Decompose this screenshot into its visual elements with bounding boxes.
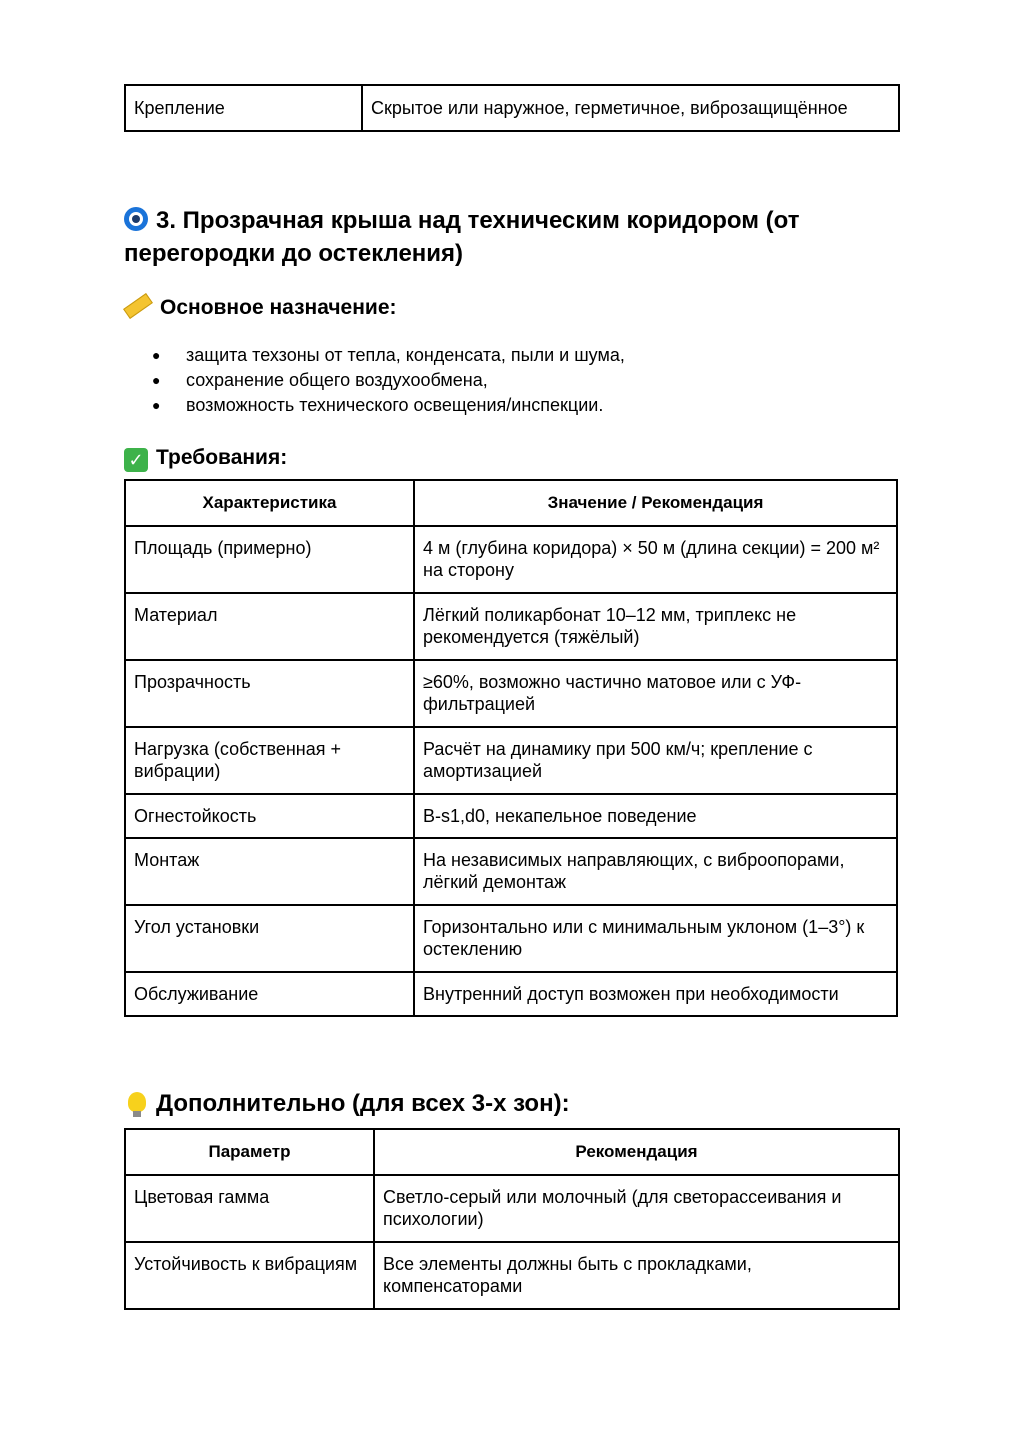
- table-cell: На независимых направляющих, с виброопорами, лёгкий демонтаж: [414, 838, 897, 905]
- table-cell: 4 м (глубина коридора) × 50 м (длина секции) = 200 м² на сторону: [414, 526, 897, 593]
- list-item-text: возможность технического освещения/инспекции.: [186, 395, 604, 415]
- table-row: [125, 905, 897, 972]
- table-cell: Устойчивость к вибрациям: [125, 1242, 374, 1309]
- bullet-icon: ●: [152, 347, 161, 363]
- table-cell: Внутренний доступ возможен при необходимости: [414, 972, 897, 1016]
- extra-heading: [124, 1090, 570, 1118]
- table-row: [125, 1242, 899, 1309]
- nazar-eye-icon: [124, 207, 148, 231]
- section-title-text: 3. Прозрачная крыша над техническим коридором (от перегородки до остекления): [124, 207, 800, 267]
- list-item-text: защита техзоны от тепла, конденсата, пыли и шума,: [186, 345, 625, 365]
- list-item: [150, 368, 625, 393]
- table-cell: Лёгкий поликарбонат 10–12 мм, триплекс не рекомендуется (тяжёлый): [414, 593, 897, 660]
- table-cell: Монтаж: [125, 838, 414, 905]
- table-row: [125, 727, 897, 794]
- table-row: [125, 1175, 899, 1242]
- table-row: [125, 838, 897, 905]
- table-cell: Материал: [125, 593, 414, 660]
- requirements-table: [124, 479, 898, 1017]
- table-row: [125, 526, 897, 593]
- table-cell: Угол установки: [125, 905, 414, 972]
- table-cell: Огнестойкость: [125, 794, 414, 838]
- table-cell: B-s1,d0, некапельное поведение: [414, 794, 897, 838]
- bullet-icon: ●: [152, 397, 161, 413]
- purpose-list: [150, 343, 625, 418]
- ruler-icon: [123, 293, 153, 319]
- table-row: [125, 972, 897, 1016]
- list-item: [150, 343, 625, 368]
- table-cell: Прозрачность: [125, 660, 414, 727]
- requirements-heading: [124, 444, 287, 472]
- table-cell: Горизонтально или с минимальным уклоном (1–3°) к остеклению: [414, 905, 897, 972]
- table-cell: Все элементы должны быть с прокладками, компенсаторами: [374, 1242, 899, 1309]
- list-item-text: сохранение общего воздухообмена,: [186, 370, 488, 390]
- table-cell: ≥60%, возможно частично матовое или с УФ-фильтрацией: [414, 660, 897, 727]
- table-row: [125, 794, 897, 838]
- table-cell: Площадь (примерно): [125, 526, 414, 593]
- table-cell: Скрытое или наружное, герметичное, виброзащищённое: [362, 85, 899, 131]
- bullet-icon: ●: [152, 372, 161, 388]
- table-row: [125, 85, 899, 131]
- requirements-heading-text: Требования:: [156, 446, 288, 469]
- column-header: Характеристика: [125, 480, 414, 526]
- table-row: [125, 660, 897, 727]
- mounting-table: [124, 84, 900, 132]
- column-header: Рекомендация: [374, 1129, 899, 1175]
- column-header: Значение / Рекомендация: [414, 480, 897, 526]
- check-mark-icon: ✓: [124, 448, 148, 472]
- section-title: [124, 204, 864, 270]
- purpose-heading: [124, 294, 397, 322]
- table-cell: Цветовая гамма: [125, 1175, 374, 1242]
- extra-table: [124, 1128, 900, 1310]
- table-cell: Расчёт на динамику при 500 км/ч; крепление с амортизацией: [414, 727, 897, 794]
- table-cell: Обслуживание: [125, 972, 414, 1016]
- table-cell: Крепление: [125, 85, 362, 131]
- table-row: [125, 593, 897, 660]
- table-cell: Светло-серый или молочный (для светорассеивания и психологии): [374, 1175, 899, 1242]
- table-cell: Нагрузка (собственная + вибрации): [125, 727, 414, 794]
- list-item: [150, 393, 625, 418]
- light-bulb-icon: [128, 1092, 146, 1112]
- table-header-row: [125, 1129, 899, 1175]
- column-header: Параметр: [125, 1129, 374, 1175]
- extra-heading-text: Дополнительно (для всех 3-х зон):: [156, 1090, 570, 1117]
- purpose-heading-text: Основное назначение:: [160, 296, 397, 319]
- table-header-row: [125, 480, 897, 526]
